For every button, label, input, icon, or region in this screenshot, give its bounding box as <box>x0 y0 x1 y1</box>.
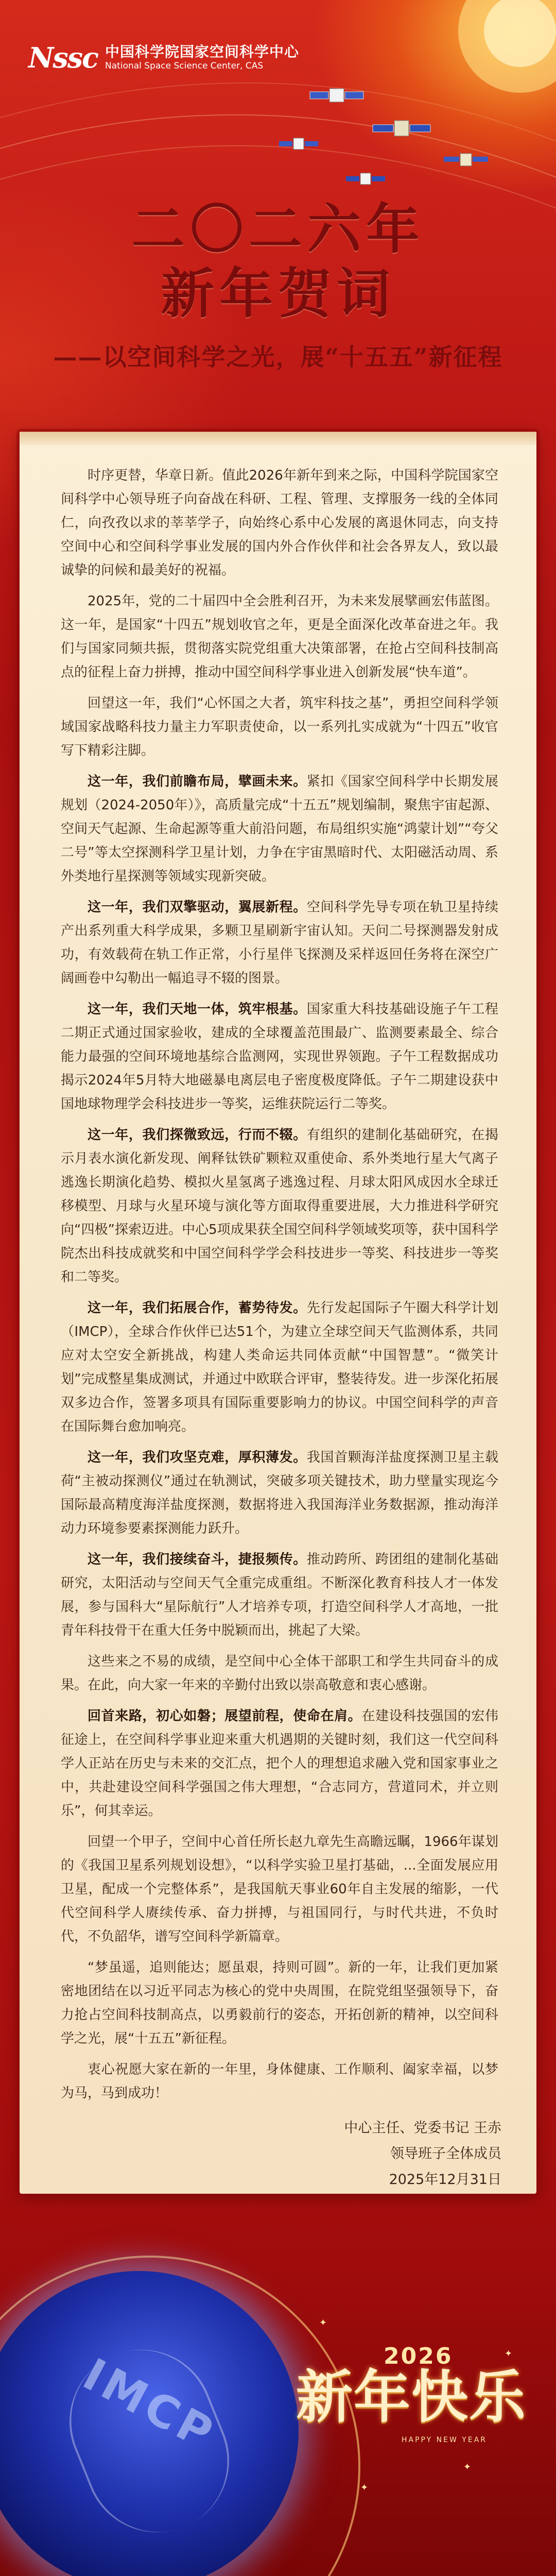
year-badge: 2026 <box>384 2343 453 2369</box>
satellite-icon <box>371 108 432 149</box>
paragraph-lead: 这一年，我们接续奋斗，捷报频传。 <box>88 1552 307 1567</box>
satellite-icon <box>309 77 366 113</box>
signature-team: 领导班子全体成员 <box>390 2146 501 2162</box>
page-title-line1: 二〇二六年 <box>131 197 425 261</box>
new-year-greeting: 新年快乐 <box>296 2364 527 2430</box>
letter-paragraph <box>61 1123 498 1289</box>
letter-paragraph <box>61 1956 498 2050</box>
letter-paragraph <box>61 1650 498 1697</box>
letter-paragraph <box>61 1446 498 1540</box>
paragraph-text: 回望一个甲子，空间中心首任所长赵九章先生高瞻远瞩，1966年谋划的《我国卫星系列规划设想》，“以科学实验卫星打基础，...全面发展应用卫星，配成一个完整体系”，是我国航天事业60年自主发展的缩影，一代代空间科学人赓续传承、奋力拼搏，与祖国同行，与时代共进，不负时代，不负韶华，谱写空间科学新篇章。 <box>61 1834 498 1944</box>
signature-date: 2025年12月31日 <box>389 2172 501 2188</box>
letter-paragraph <box>61 997 498 1116</box>
letter-paragraph <box>61 770 498 888</box>
paragraph-text: 推动跨所、跨团组的建制化基础研究，太阳活动与空间天气全重完成重组。不断深化教育科技人才一体发展，参与国科大“星际航行”人才培养专项，打造空间科学人才高地，一批青年科技骨干在重大任务中脱颖而出，挑起了大梁。 <box>61 1552 498 1638</box>
org-name-cn: 中国科学院国家空间科学中心 <box>105 43 300 60</box>
page-title-line2: 新年贺词 <box>160 262 395 325</box>
letter-paragraph <box>61 589 498 684</box>
letter-paragraph <box>61 464 498 582</box>
paragraph-text: 时序更替，华章日新。值此2026年新年到来之际，中国科学院国家空间科学中心领导班子向奋战在科研、工程、管理、支撑服务一线的全体同仁，向孜孜以求的莘莘学子，向始终心系中心发展的离退休同志，向支持空间中心和空间科学事业发展的国内外合作伙伴和社会各界友人，致以最诚挚的问候和最美好的祝福。 <box>61 468 498 578</box>
paragraph-text: 国家重大科技基础设施子午工程二期正式通过国家验收，建成的全球覆盖范围最广、监测要素最全、综合能力最强的空间环境地基综合监测网，实现世界领跑。子午工程数据成功揭示2024年5月特大地磁暴电离层电子密度极度降低。子午二期建设获中国地球物理学会科技进步一等奖，运维获院运行二等奖。 <box>61 1002 498 1112</box>
paragraph-lead: 这一年，我们攻坚克难，厚积薄发。 <box>88 1450 307 1465</box>
paragraph-text: 衷心祝愿大家在新的一年里，身体健康、工作顺利、阖家幸福，以梦为马，马到成功！ <box>61 2062 498 2101</box>
sparkle-icon: ✦ <box>319 2317 327 2328</box>
satellite-icon <box>443 144 489 175</box>
letter-body <box>61 464 498 2105</box>
paragraph-text: 回望这一年，我们“心怀国之大者，筑牢科技之基”，勇担空间科学领域国家战略科技力量主力军职责使命，以一系列扎实成就为“十四五”收官写下精彩注脚。 <box>61 696 498 758</box>
paragraph-text: 空间科学先导专项在轨卫星持续产出系列重大科学成果，多颗卫星刷新宇宙认知。天问二号探测器发射成功，有效载荷在轨工作正常，小行星伴飞探测及采样返回任务将在深空广阔画卷中勾勒出一幅追寻不辍的图景。 <box>61 900 498 986</box>
paragraph-text: 我国首颗海洋盐度探测卫星主载荷“主被动探测仪”通过在轨测试，突破多项关键技术，助力壁量实现迄今国际最高精度海洋盐度探测，数据将进入我国海洋业务数据源，推动海洋动力环境参要素探测能力跃升。 <box>61 1450 498 1536</box>
page-subtitle: ——以空间科学之光，展“十五五”新征程 <box>53 343 503 371</box>
signature-name: 中心主任、党委书记 王赤 <box>344 2120 501 2136</box>
footer <box>0 2194 556 2576</box>
paragraph-text: 2025年，党的二十届四中全会胜利召开，为未来发展擘画宏伟蓝图。这一年，是国家“十四五”规划收官之年，更是全面深化改革奋进之年。我们与国家同频共振，贯彻落实院党组重大决策部署，在抢占空间科技制高点的征程上奋力拼搏，推动中国空间科学事业进入创新发展“快车道”。 <box>61 594 498 680</box>
letter-paragraph <box>61 1548 498 1642</box>
paragraph-text: 这些来之不易的成绩，是空间中心全体干部职工和学生共同奋斗的成果。在此，向大家一年来的辛勤付出致以崇高敬意和衷心感谢。 <box>61 1654 498 1693</box>
paragraph-text: 在建设科技强国的宏伟征途上，在空间科学事业迎来重大机遇期的关键时刻，我们这一代空间科学人正站在历史与未来的交汇点，把个人的理想追求融入党和国家事业之中，共赴建设空间科学强国之伟大理想，“合志同方，营道同术，并立则乐”，何其幸运。 <box>61 1708 498 1819</box>
paragraph-text: “梦虽遥，追则能达；愿虽艰，持则可圆”。新的一年，让我们更加紧密地团结在以习近平同志为核心的党中央周围，在院党组坚强领导下，奋力抢占空间科技制高点，以勇毅前行的姿态，开拓创新的精神，以空间科学之光，展“十五五”新征程。 <box>61 1960 498 2046</box>
logo-mark: Nssc <box>28 41 98 74</box>
paragraph-text: 有组织的建制化基础研究，在揭示月表水演化新发现、阐释钛铁矿颗粒双重使命、系外类地行星大气离子逃逸长期演化趋势、模拟火星氢离子逃逸过程、月球太阳风成因水全球迁移模型、月球与火星环境与演化等方面取得重要进展，大力推进科学研究向“四极”探索迈进。中心5项成果获全国空间科学领域奖项等，获中国科学院杰出科技成就奖和中国空间科学学会科技进步一等奖、科技进步一等奖和二等奖。 <box>61 1127 498 1285</box>
letter-paragraph <box>61 895 498 990</box>
paragraph-lead: 这一年，我们拓展合作，蓄势待发。 <box>88 1300 307 1316</box>
paragraph-lead: 这一年，我们探微致远，行而不辍。 <box>88 1127 307 1143</box>
paragraph-lead: 这一年，我们前瞻布局，擘画未来。 <box>88 774 307 789</box>
satellite-icon <box>345 165 386 194</box>
letter-paragraph <box>61 691 498 762</box>
panel-top-band <box>20 432 536 445</box>
letter-paragraph <box>61 1296 498 1438</box>
header <box>0 0 556 438</box>
letter-paragraph <box>61 1830 498 1948</box>
logo-text <box>105 44 299 72</box>
imcp-globe-text: IMCP <box>75 2348 224 2461</box>
satellite-icon <box>278 129 319 160</box>
paragraph-text: 先行发起国际子午圈大科学计划（IMCP），全球合作伙伴已达51个，为建立全球空间天气监测体系，共同应对太空安全新挑战，构建人类命运共同体贡献“中国智慧”。“微笑计划”完成整星集成测试，并通过中欧联合评审，整装待发。进一步深化拓展双多边合作，签署多项具有国际重要影响力的协议。中国空间科学的声音在国际舞台愈加响亮。 <box>61 1300 498 1434</box>
org-logo <box>28 42 299 73</box>
letter-paragraph <box>61 1704 498 1823</box>
paragraph-text: 紧扣《国家空间科学中长期发展规划（2024-2050年）》，高质量完成“十五五”规划编制，聚焦宇宙起源、空间天气起源、生命起源等重大前沿问题，布局组织实施“鸿蒙计划”“夸父二号”等太空探测科学卫星计划，力争在宇宙黑暗时代、太阳磁活动周、系外类地行星探测等领域实现新突破。 <box>61 774 498 884</box>
letter-paragraph <box>61 2058 498 2105</box>
sparkle-icon: ✦ <box>505 2348 513 2359</box>
new-year-greeting-en: HAPPY NEW YEAR <box>402 2436 487 2444</box>
paragraph-lead: 这一年，我们天地一体，筑牢根基。 <box>88 1002 307 1017</box>
org-name-en: National Space Science Center, CAS <box>105 61 264 71</box>
letter-panel <box>20 432 536 2194</box>
sparkle-icon: ✦ <box>360 2482 369 2493</box>
signature-block <box>193 2115 501 2193</box>
sparkle-icon: ✦ <box>463 2462 472 2472</box>
paragraph-lead: 回首来路，初心如磐；展望前程，使命在肩。 <box>88 1708 362 1724</box>
paragraph-lead: 这一年，我们双擎驱动，翼展新程。 <box>88 900 307 915</box>
